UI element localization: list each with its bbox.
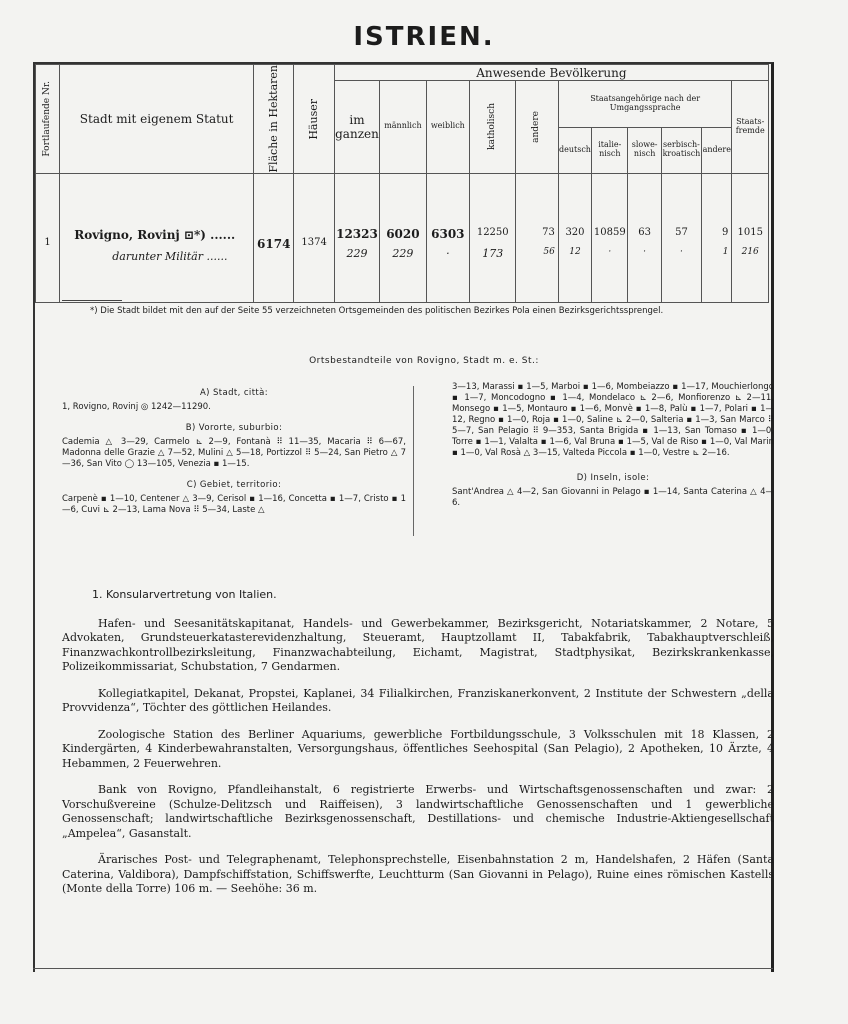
paragraph-education: Zoologische Station des Berliner Aquariums, gewerbliche Fortbildungsschule, 3 Volksschulen mit 18 Klassen, 2 Kindergärten, 4 Kinderbewahranstalten, Versorgungshaus, öffentliches Seehospital (San Pelagio), 2 Apotheken, 10 Ärzte, 4 Hebammen, 2 Feuerwehren. [62,727,774,770]
ortsbestandteile-heading: Ortsbestandteile von Rovigno, Stadt m. e. St.: [309,356,539,366]
header-flaeche: Fläche in Hektaren [254,65,294,174]
cell-deutsch: 320 [565,226,585,238]
ortsbestandteile-left-column [62,382,406,516]
header-haeuser: Häuser [294,65,334,174]
section-c-heading: C) Gebiet, territorio: [186,480,282,491]
header-slowenisch: slowe-nisch [628,127,661,173]
statistics-table [35,64,769,303]
paragraph-church: Kollegiatkapitel, Dekanat, Propstei, Kaplanei, 34 Filialkirchen, Franziskanerkonvent, 2 Institute der Schwestern „della Provvidenza“, Töchter des göttlichen Heilandes. [62,686,774,715]
city-name: Rovigno, Rovinj ⊡*) ...... [74,228,236,243]
header-deutsch: deutsch [558,127,591,173]
header-nr: Fortlaufende Nr. [36,65,60,174]
cell-mil-maennlich: 229 [392,246,414,260]
paragraph-economy: Bank von Rovigno, Pfandleihanstalt, 6 registrierte Erwerbs- und Wirtschaftsgenossenschaften und zwar: 2 Vorschußvereine (Schulze-Delitzsch und Raiffeisen), 3 landwirtschaftliche Genossenschaften und 1 gewerbliche Genossenschaft; landwirtschaftliche Bezirksgenossenschaft, Destillations- und chemische Industrie-Aktiengesellschaft „Ampelea“, Gasanstalt. [62,783,774,840]
cell-mil-slowenisch: · [643,246,647,257]
cell-serbokroatisch: 57 [675,226,688,238]
header-serbokroatisch: serbisch-kroatisch [661,127,701,173]
section-c-continued-text: 3—13, Marassi ▪ 1—5, Marboi ▪ 1—6, Mombeiazzo ▪ 1—17, Mouchierlongo ▪ 1—7, Moncodogno ▪ 1—4, Mondelaco ⊾ 2—6, Monfiorenzo ⊾ 2—11, Monsego ▪ 1—5, Montauro ▪ 1—6, Monvè ▪ 1—8, Palù ▪ 1—7, Polari ▪ 1—12, Regno ▪ 1—0, Roja ▪ 1—0, Saline ⊾ 2—0, Salteria ▪ 1—3, San Marco ⠿ 5—7, San Pelagio ⠿ 9—353, Santa Brigida ▪ 1—13, San Tomaso ▪ 1—0, Torre ▪ 1—1, Valalta ▪ 1—6, Val Bruna ▪ 1—5, Val de Riso ▪ 1—0, Val Marin ▪ 1—0, Val Rosà △ 3—15, Valteda Piccola ▪ 1—0, Vestre ⊾ 2—16. [452,382,774,459]
section-a-heading: A) Stadt, città: [199,388,269,398]
header-andere: andere [516,81,558,174]
cell-haeuser: 1374 [301,236,327,248]
frame-bottom-line [33,968,773,969]
paragraph-authorities: Hafen- und Seesanitätskapitanat, Handels- und Gewerbekammer, Bezirksgericht, Notariatskammer, 2 Notare, 5 Advokaten, Grundsteuerkatasterevidenzhaltung, Steueramt, Hauptzollamt II, Tabakfabrik, Tabakhauptverschleiß, Finanzwachkontrollbezirksleitung, Finanzwachabteilung, Eichamt, Magistrat, Stadtphysikat, Bezirkskrankenkasse, Polizeikommissariat, Schubstation, 7 Gendarmen. [62,616,774,674]
cell-mil-weiblich: · [446,246,450,260]
cell-weiblich: 6303 [431,226,465,241]
column-divider [413,386,414,536]
header-andere-sprache: andere [702,127,732,173]
section-d-text: Sant'Andrea △ 4—2, San Giovanni in Pelago ▪ 1—14, Santa Caterina △ 4—6. [452,487,774,509]
header-staatsfremde: Staats-fremde [732,81,769,174]
footnote: *) Die Stadt bildet mit den auf der Seite 55 verzeichneten Ortsgemeinden des politischen Bezirkes Pola einen Bezirksgerichtssprengel. [90,306,664,316]
cell-italienisch: 10859 [593,226,626,238]
main-text [62,588,774,909]
header-katholisch: katholisch [470,81,516,174]
cell-mil-andere-sprache: 1 [722,246,729,257]
section-a-text: 1, Rovigno, Rovinj ◎ 1242—11290. [62,402,211,412]
cell-mil-katholisch: 173 [482,246,504,260]
military-label: darunter Militär ...... [112,250,228,264]
cell-staatsfremde: 1015 [737,226,763,238]
section-d-heading: D) Inseln, isole: [576,473,650,484]
row-nr: 1 [44,236,51,248]
header-weiblich: weiblich [426,81,469,174]
paragraph-transport: Ärarisches Post- und Telegraphenamt, Telephonsprechstelle, Eisenbahnstation 2 m, Handelshafen, 2 Häfen (Santa Caterina, Valdibora), Dampfschiffstation, Schiffswerfte, Leuchtturm (San Giovanni in Pelago), Ruine eines römischen Kastells (Monte della Torre) 106 m. — Seehöhe: 36 m. [62,853,774,896]
cell-andere: 73 [542,226,555,238]
cell-mil-italienisch: · [608,246,612,257]
cell-katholisch: 12250 [476,226,509,238]
table-row [36,173,769,302]
cell-maennlich: 6020 [386,226,420,241]
section-b-text: Cademia △ 3—29, Carmelo ⊾ 2—9, Fontanà ⠿ 11—35, Macaria ⠿ 6—67, Madonna delle Grazie △ 7—52, Mulini △ 5—18, Portizzol ⠿ 5—24, San Pietro △ 7—36, San Vito ◯ 13—105, Venezia ▪ 1—15. [62,437,406,470]
cell-mil-deutsch: 12 [569,246,581,257]
cell-andere-sprache: 9 [722,226,729,238]
page-title: ISTRIEN. [353,22,495,52]
header-anwesende: Anwesende Bevölkerung [334,65,768,81]
cell-flaeche: 6174 [257,236,291,251]
cell-mil-im-ganzen: 229 [346,246,368,260]
cell-mil-andere: 56 [543,246,555,257]
consulate-heading: 1. Konsularvertretung von Italien. [92,588,277,601]
header-italienisch: italie-nisch [592,127,628,173]
separator-line [62,300,122,301]
header-im-ganzen: im ganzen [334,81,379,174]
cell-im-ganzen: 12323 [336,226,378,241]
section-c-text: Carpenè ▪ 1—10, Centener △ 3—9, Cerisol ▪ 1—16, Concetta ▪ 1—7, Cristo ▪ 1—6, Cuvi ⊾ 2—13, Lama Nova ⠿ 5—34, Laste △ [62,494,406,516]
header-staatsangehoerige: Staatsangehörige nach der Umgangssprache [558,81,732,128]
cell-mil-staatsfremde: 216 [741,246,759,257]
ortsbestandteile-right-column [452,382,774,509]
cell-mil-serbokroatisch: · [680,246,683,257]
section-b-heading: B) Vororte, suburbio: [185,423,283,434]
header-stadt: Stadt mit eigenem Statut [60,65,254,174]
header-maennlich: männlich [380,81,426,174]
cell-slowenisch: 63 [638,226,651,238]
